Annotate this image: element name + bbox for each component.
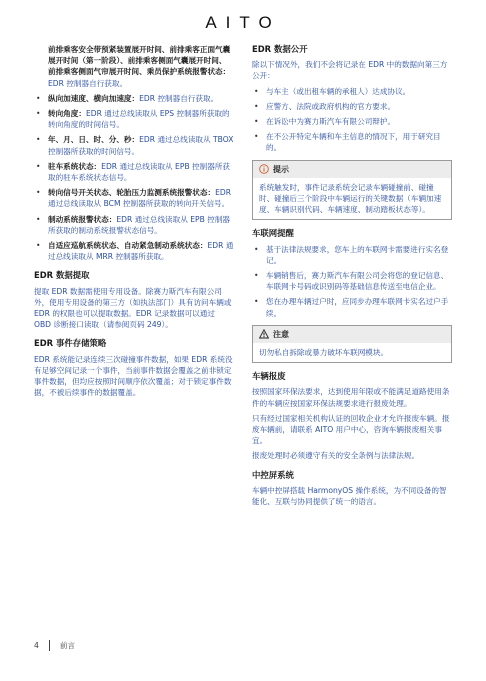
list-item: 前排乘客安全带预紧装置展开时间、前排乘客正面气囊展开时间（第一阶段）、前排乘客侧面气囊展开时间、前排乘客侧面气帘展开时间、乘员保护系统报警状态：EDR 控制器自行获取。	[48, 45, 231, 88]
telematics-list	[252, 244, 452, 319]
section-name: 前言	[59, 641, 76, 650]
section-heading: 中控屏系统	[252, 469, 294, 480]
list-item: • 基于法律法规要求，您车上的车联网卡需要进行实名登记。	[252, 244, 452, 266]
page-footer	[34, 640, 75, 651]
tip-header	[253, 161, 451, 178]
paragraph: 提取 EDR 数据需使用专用设备。除赛力斯汽车有限公司外，使用专用设备的第三方（如执法部门）具有访问车辆或 EDR 的权限也可以提取数据。EDR 记录数据可以通过 OBD 诊断接口读取（请参阅页码 249）。	[34, 286, 232, 330]
right-column	[252, 44, 452, 511]
list-item: • 转向信号开关状态、轮胎压力监测系统报警状态：EDR 通过总线读取从 BCM 控制器所获取的转向开关信号。	[34, 187, 234, 209]
list-item: • 在诉讼中为赛力斯汽车有限公司辩护。	[252, 116, 452, 127]
section-heading: EDR 数据提取	[34, 270, 90, 281]
warning-header	[253, 326, 451, 343]
paragraph: 报废处理时必须遵守有关的安全条例与法律法规。	[252, 451, 420, 461]
list-item: • 应警方、法院或政府机构的官方要求。	[252, 101, 452, 112]
list-item: • 车辆销售后，赛力斯汽车有限公司会将您的登记信息、车联网卡号码或识别码等基础信息传送至电信企业。	[252, 270, 452, 292]
paragraph: 车辆中控屏搭载 HarmonyOS 操作系统，为不同设备的智能化、互联与协同提供了统一的语言。	[252, 485, 447, 507]
list-item: • 在不公开特定车辆和车主信息的情况下，用于研究目的。	[252, 131, 452, 153]
page-number: 4	[34, 641, 39, 650]
edr-signal-list	[34, 44, 234, 262]
warning-icon	[259, 329, 269, 339]
section-heading: 车联网提醒	[252, 228, 294, 239]
left-column	[34, 44, 234, 402]
section-heading: EDR 事件存储策略	[34, 338, 107, 349]
warning-body: 切勿私自拆除或暴力破坏车联网模块。	[259, 348, 389, 358]
list-item: • 自适应巡航系统状态、自动紧急制动系统状态：EDR 通过总线读取从 MRR 控制器所获取。	[34, 240, 234, 262]
list-item: • 纵向加速度、横向加速度：EDR 控制器自行获取。	[34, 93, 234, 104]
footer-divider	[49, 640, 50, 651]
paragraph: EDR 系统能记录连续三次碰撞事件数据，如果 EDR 系统没有足够空间记录一个事件，当前事件数据会覆盖之前非锁定事件数据，但均应按照时间顺序依次覆盖；对于锁定事件数据，不被后续事件的数据覆盖。	[34, 354, 233, 398]
warning-title: 注意	[273, 329, 289, 339]
warning-box	[252, 325, 452, 363]
list-item: • 年、月、日、时、分、秒：EDR 通过总线读取从 TBOX 控制器所获取的时间信号。	[34, 134, 234, 156]
paragraph: 按照国家环保法要求，达到使用年限或不能满足道路使用条件的车辆应按国家环保法规要求进行报废处理。	[252, 387, 450, 408]
brand-logo: AITO	[205, 13, 281, 32]
list-item: • 转向角度：EDR 通过总线读取从 EPS 控制器所获取的转向角度的时间信号。	[34, 108, 234, 130]
disclosure-list	[252, 86, 452, 154]
list-item: • 制动系统报警状态：EDR 通过总线读取从 EPB 控制器所获取的制动系统报警状态信号。	[34, 214, 234, 236]
tip-body: 系统触发时，事件记录系统会记录车辆碰撞前、碰撞时、碰撞后三个阶段中车辆运行的关键数据（车辆加速度、车辆识别代码、车辆速度、制动踏板状态等）。	[259, 182, 442, 215]
info-icon	[259, 164, 269, 174]
section-heading: 车辆报废	[252, 371, 286, 382]
tip-title: 提示	[273, 164, 289, 174]
list-item: • 驻车系统状态：EDR 通过总线读取从 EPB 控制器所获取的驻车系统状态信号。	[34, 161, 234, 183]
tip-box	[252, 160, 452, 221]
section-heading: EDR 数据公开	[252, 44, 308, 54]
paragraph: 除以下情况外，我们不会将记录在 EDR 中的数据向第三方公开：	[252, 60, 448, 81]
list-item: • 您在办理车辆过户时，应同步办理车联网卡实名过户手续。	[252, 296, 452, 318]
paragraph: 只有经过国家相关机构认证的回收企业才允许报废车辆。报废车辆前，请联系 AITO 用户中心，咨询车辆报废相关事宜。	[252, 413, 450, 446]
list-item: • 与车主（或出租车辆的承租人）达成协议。	[252, 86, 452, 97]
